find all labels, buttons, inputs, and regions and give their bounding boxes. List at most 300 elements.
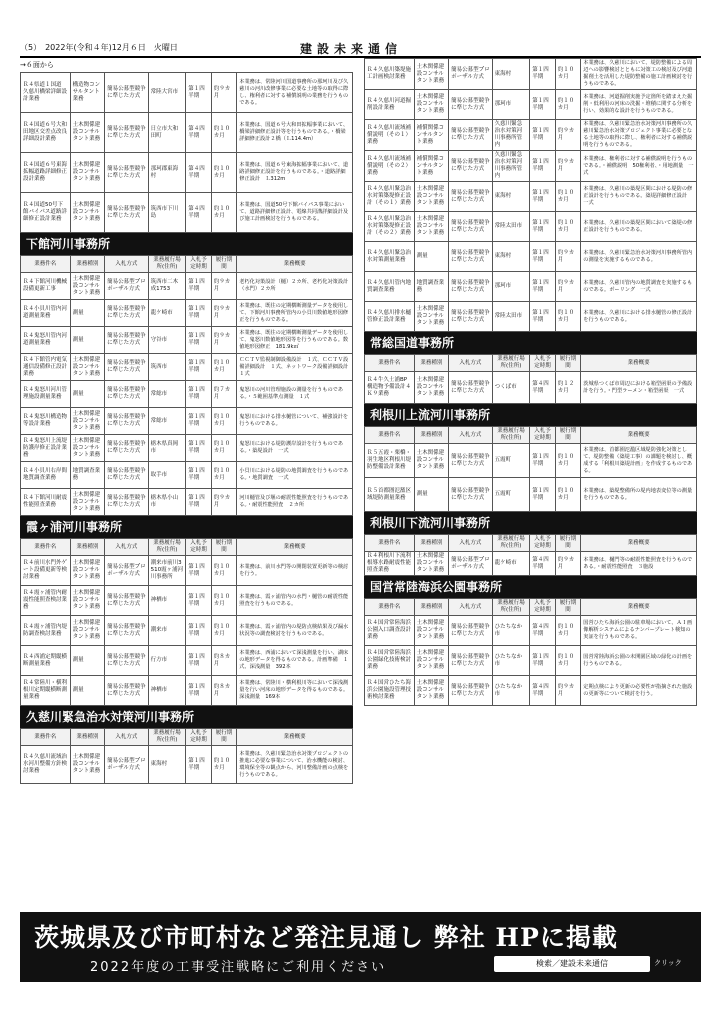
column-header: 業務件名: [21, 729, 71, 746]
column-header: 業務種別: [414, 535, 449, 552]
table-cell: 第１四半期: [530, 212, 556, 242]
table-cell: 第４四半期: [186, 193, 212, 233]
table-cell: 第１四半期: [530, 478, 556, 512]
column-header: 業務履行場所(住所): [492, 535, 530, 552]
table-cell: 簡易公募型競争に準じた方式: [449, 182, 493, 212]
table-hitachi: [364, 598, 697, 706]
table-cell: 神栖市: [148, 586, 186, 616]
table-cell: 東海村: [492, 182, 530, 212]
table-cell: 測量: [70, 327, 105, 354]
table-cell: 常総市: [148, 381, 186, 408]
column-header: 業務概要: [581, 427, 697, 444]
newspaper-title: 建設未来通信: [300, 42, 403, 56]
table-cell: Ｒ４鬼怒川上流堤防護岸修正設計業務: [21, 435, 71, 462]
table-kuji-left: [20, 728, 353, 784]
table-cell: 約１０カ月: [211, 586, 237, 616]
table-row: [365, 242, 697, 272]
table-cell: Ｒ４久慈川流域補償説明（その１）業務: [365, 120, 415, 151]
table-joso: [364, 354, 697, 404]
table-cell: Ｒ４久慈川流域補償説明（その２）業務: [365, 151, 415, 182]
table-row: [365, 90, 697, 120]
ad-banner[interactable]: [20, 912, 701, 982]
table-cell: 本業務は、既往の定期横断測量データを使用して、鬼怒川数値地形図等を行うものである。数値地形図修正 181.9k㎡: [237, 327, 353, 354]
table-cell: 簡易公募型競争に準じた方式: [105, 408, 149, 435]
table-cell: 第１四半期: [530, 182, 556, 212]
table-row: [21, 113, 353, 153]
table-cell: 簡易公募型プロポーザル方式: [449, 59, 493, 90]
column-header: 業務概要: [237, 729, 353, 746]
column-header: 入札方式: [449, 355, 493, 372]
table-cell: 地質調査業務: [414, 272, 449, 302]
section-kasumigaura: 霞ヶ浦河川事務所: [20, 516, 353, 538]
table-cell: 簡易公募型競争に準じた方式: [105, 435, 149, 462]
table-cell: 測量: [414, 478, 449, 512]
table-cell: 本業務は、久慈川における排水樋管の修正設計を行うものである。: [581, 302, 697, 332]
table-cell: 本業務は、久慈川において、堤防整備による周辺への影響検討とともに対策工の検討及び河道掘削土を活用した堤防整備の施工計画検討を行うものである。: [581, 59, 697, 90]
section-joso: 常総国道事務所: [364, 332, 697, 354]
table-cell: 約１０カ月: [211, 193, 237, 233]
column-header: 入札方式: [105, 729, 149, 746]
table-cell: 土木関係建設コンサルタント業務: [70, 153, 105, 193]
section-tone-lower: 利根川下流河川事務所: [364, 512, 697, 534]
table-cell: 簡易公募型プロポーザル方式: [105, 746, 149, 784]
table-cell: 約７カ月: [211, 381, 237, 408]
table-cell: 約９カ月: [555, 120, 581, 151]
table-row: [21, 616, 353, 646]
table-row: [365, 120, 697, 151]
table-cell: 第１四半期: [186, 489, 212, 516]
table-cell: Ｒ４久慈川流域治水河川整備方針検討業務: [21, 746, 71, 784]
table-cell: Ｒ４国営常陸海浜公園緑化技術検討業務: [365, 646, 415, 676]
column-header: 業務履行場所(住所): [492, 427, 530, 444]
table-cell: 河川樋管及び堰の耐震性能照査を行うものである。・耐震性能照査 ２カ所: [237, 489, 353, 516]
column-header: 業務概要: [581, 535, 697, 552]
table-cell: 東海村: [492, 242, 530, 272]
column-header: 入札方式: [449, 535, 493, 552]
column-header: 履行期間: [555, 599, 581, 616]
table-cell: 簡易公募型競争に準じた方式: [105, 586, 149, 616]
table-cell: 簡易公募型競争に準じた方式: [449, 478, 493, 512]
table-cell: 本業務は、久慈川管内の地質調査を実施するものである。ボーリング 一式: [581, 272, 697, 302]
table-cell: Ｒ４霞ヶ浦管内堤防調査検討業務: [21, 616, 71, 646]
table-cell: 筑西市下川島: [148, 193, 186, 233]
table-cell: 第１四半期: [186, 646, 212, 676]
table-cell: 第１四半期: [530, 444, 556, 478]
column-header: 入札予定時期: [186, 256, 212, 273]
table-cell: 約９カ月: [555, 242, 581, 272]
table-cell: 第１四半期: [186, 676, 212, 706]
table-cell: Ｒ４下館管内電気通信設備修正設計業務: [21, 354, 71, 381]
section-hitachi: 国営常陸海浜公園事務所: [364, 576, 697, 598]
table-row: [365, 212, 697, 242]
table-cell: 鬼怒川における堤防護岸設計を行うものである。・築堤設計 一式: [237, 435, 353, 462]
table-cell: 約８カ月: [211, 676, 237, 706]
table-cell: 本業務は、常陸河川国道事務所の那珂川及び久慈川の河川改修事業に必要な土地等の取得に際し、権利者に対する補償説明の業務を行うものである。: [237, 73, 353, 113]
table-cell: 簡易公募型競争に準じた方式: [105, 646, 149, 676]
table-row: [21, 746, 353, 784]
table-cell: 五霞町: [492, 444, 530, 478]
table-cell: Ｒ４久慈川緊急治水対策築堤修正設計（その１）業務: [365, 182, 415, 212]
column-header: 業務種別: [414, 427, 449, 444]
table-cell: 定期点検により更新の必要性が指摘された施設の更新等について検討を行う。: [581, 676, 697, 706]
table-cell: Ｒ４小貝川右岸間地質調査業務: [21, 462, 71, 489]
table-cell: 簡易公募型競争に準じた方式: [105, 381, 149, 408]
column-header: 業務履行場所(住所): [492, 355, 530, 372]
table-cell: 測量: [70, 381, 105, 408]
column-header: 履行期間: [555, 535, 581, 552]
table-cell: 第１四半期: [186, 462, 212, 489]
table-cell: 本業務は、首都圏氾濫区域堤防強化対策として、堤防整備（築堤工事）の課題を検討し、概成する「利根川築堤計画」を作成するものである。: [581, 444, 697, 478]
table-cell: 第１四半期: [530, 120, 556, 151]
table-row: [21, 273, 353, 300]
table-cell: ＣＣＴＶ監視制御設備設計 １式、ＣＣＴＶ設備詳細設計 １式、ネットワーク設備詳細設計 １式: [237, 354, 353, 381]
table-top-right: [364, 58, 697, 332]
table-cell: 約１０カ月: [211, 616, 237, 646]
section-tone-upper: 利根川上流河川事務所: [364, 404, 697, 426]
table-cell: 簡易公募型競争に準じた方式: [449, 151, 493, 182]
table-row: [21, 73, 353, 113]
table-cell: Ｒ４国営ひたち海浜公園施設管理技術検討業務: [365, 676, 415, 706]
table-cell: 取手市: [148, 462, 186, 489]
table-cell: 土木関係建設コンサルタント業務: [70, 113, 105, 153]
column-header: 履行期間: [211, 256, 237, 273]
table-row: [365, 444, 697, 478]
table-cell: 日立市大和田町: [148, 113, 186, 153]
table-cell: 第４四半期: [186, 153, 212, 193]
table-cell: Ｒ４国道50号下館バイパス道路詳細修正設計業務: [21, 193, 71, 233]
column-header: 入札方式: [449, 427, 493, 444]
table-cell: 本業務は、前川水門等の開閉装置更新等の検討を行う。: [237, 556, 353, 586]
table-cell: Ｒ４常陸川・横利根川定期縦横断測量業務: [21, 676, 71, 706]
table-tone-upper: [364, 426, 697, 512]
table-cell: 第１四半期: [530, 151, 556, 182]
table-cell: 測量: [70, 646, 105, 676]
table-cell: 土木関係建設コンサルタント業務: [70, 408, 105, 435]
table-cell: 土木関係建設コンサルタント業務: [414, 212, 449, 242]
table-cell: 第４四半期: [530, 372, 556, 404]
table-row: [365, 478, 697, 512]
table-cell: 第１四半期: [530, 242, 556, 272]
table-cell: 土木関係建設コンサルタント業務: [70, 273, 105, 300]
table-cell: 常陸大宮市: [148, 73, 186, 113]
page-header: [20, 40, 701, 54]
click-label[interactable]: クリック: [654, 959, 682, 967]
table-cell: 第１四半期: [186, 381, 212, 408]
table-cell: 測量: [70, 300, 105, 327]
table-cell: 本業務は、久慈川緊急治水対策プロジェクトの推進に必要な事業について、治水機能の検討、環境保全等の観点から、河川整備計画の点検を行うものである。: [237, 746, 353, 784]
column-header: 業務概要: [581, 355, 697, 372]
table-cell: Ｒ４小貝川管内河道測量業務: [21, 300, 71, 327]
column-header: 入札予定時期: [186, 729, 212, 746]
right-column: [364, 58, 697, 706]
column-header: 業務履行場所(住所): [492, 599, 530, 616]
table-cell: 第１四半期: [186, 435, 212, 462]
table-cell: 茨城県つくば市周辺における箱型函渠の予備設計を行う。・門型ラーメン・箱型函渠 一式: [581, 372, 697, 404]
table-cell: 行方市: [148, 646, 186, 676]
table-cell: 国営常陸海浜公園の未開園区域の緑化の計画を行うものである。: [581, 646, 697, 676]
cursor-hand-icon: ☛: [642, 954, 651, 965]
table-row: [21, 153, 353, 193]
table-cell: 土木関係建設コンサルタント業務: [70, 435, 105, 462]
table-cell: 簡易公募型プロポーザル方式: [105, 556, 149, 586]
table-cell: 簡易公募型競争に準じた方式: [449, 272, 493, 302]
table-cell: 約９カ月: [211, 273, 237, 300]
table-cell: 約１０カ月: [555, 646, 581, 676]
table-cell: 約１０カ月: [211, 354, 237, 381]
table-cell: 本業務は、築堤整備所の堤内地表変位等の測量を行うものである。: [581, 478, 697, 512]
table-cell: 約９カ月: [211, 300, 237, 327]
table-cell: 約１０カ月: [211, 462, 237, 489]
table-kasumigaura: [20, 538, 353, 706]
table-cell: 本業務は、既往の定期横断測量データを使用して、下館河川事務所管内の小貝川数値地形図修正を行うものである。: [237, 300, 353, 327]
table-cell: Ｒ４久慈川緊急治水対策測量業務: [365, 242, 415, 272]
table-cell: 土木関係建設コンサルタント業務: [414, 676, 449, 706]
table-cell: 約１０カ月: [211, 556, 237, 586]
section-kuji: 久慈川緊急治水対策河川事務所: [20, 706, 353, 728]
column-header: 入札予定時期: [530, 427, 556, 444]
table-cell: 本業務は、樋門等の耐震性能照査を行うものである。・耐震性能照査 ３施設: [581, 552, 697, 576]
table-cell: 簡易公募型競争に準じた方式: [449, 302, 493, 332]
column-header: 業務件名: [365, 427, 415, 444]
table-row: [21, 300, 353, 327]
table-cell: 約１０カ月: [555, 616, 581, 646]
table-cell: 簡易公募型競争に準じた方式: [105, 73, 149, 113]
table-cell: 第１四半期: [186, 73, 212, 113]
table-cell: 本業務は、河道掘削実施予定箇所を踏まえた掘削・低利用の河床の洗掘・堆積に関する分析を行い、効果的な設計を行うものである。: [581, 90, 697, 120]
table-cell: Ｒ４鬼怒川管内河道測量業務: [21, 327, 71, 354]
table-cell: 本業務は、権利者に対する補償説明を行うものである。・補償説明 50権利者、・用地測量 一式: [581, 151, 697, 182]
table-cell: 約９カ月: [211, 73, 237, 113]
column-header: 履行期間: [211, 539, 237, 556]
table-cell: 第１四半期: [186, 408, 212, 435]
table-row: [365, 272, 697, 302]
table-row: [365, 372, 697, 404]
search-box[interactable]: 検索／建設未来通信: [494, 956, 650, 972]
table-cell: 第１四半期: [186, 354, 212, 381]
column-header: 業務概要: [237, 539, 353, 556]
table-cell: 約１０カ月: [555, 302, 581, 332]
table-cell: 約１０カ月: [555, 212, 581, 242]
table-cell: 簡易公募型競争に準じた方式: [105, 193, 149, 233]
table-cell: 補償関係コンサルタント業務: [414, 120, 449, 151]
column-header: 業務履行場所(住所): [148, 256, 186, 273]
table-cell: 第４四半期: [186, 113, 212, 153]
table-cell: 土木関係建設コンサルタント業務: [414, 302, 449, 332]
table-cell: 本業務は、国道50号下館バイパス事業において、道路詳細修正設計、電線共同溝詳細設計及び施工計画検討を行うものである。: [237, 193, 353, 233]
table-cell: 第１四半期: [186, 327, 212, 354]
table-row: [365, 151, 697, 182]
table-cell: ひたちなか市: [492, 646, 530, 676]
table-cell: 簡易公募型競争に準じた方式: [105, 489, 149, 516]
table-row: [21, 408, 353, 435]
table-cell: 那珂市: [492, 90, 530, 120]
table-cell: 簡易公募型競争に準じた方式: [105, 113, 149, 153]
table-top-left: [20, 72, 353, 233]
table-cell: 簡易公募型競争に準じた方式: [105, 676, 149, 706]
table-row: [21, 327, 353, 354]
table-cell: Ｒ４下館河川機械設備更新工事: [21, 273, 71, 300]
table-row: [21, 676, 353, 706]
table-cell: 第１四半期: [186, 556, 212, 586]
table-cell: 本業務は、常陸川・横利根川等において深浅測量を行い河床の地形データを得るものである。深浅測量 169本: [237, 676, 353, 706]
table-cell: 約１０カ月: [211, 408, 237, 435]
table-cell: 久慈川緊急治水対策河川事務所管内: [492, 151, 530, 182]
table-cell: 本業務は、霞ヶ浦管内の堤防点検結果及び漏水状況等の調査検討を行うものである。: [237, 616, 353, 646]
table-cell: 簡易公募型プロポーザル方式: [449, 552, 493, 576]
table-cell: 潮来市前川3510霞ヶ浦河川事務所: [148, 556, 186, 586]
continued-note: →６面から: [20, 61, 54, 69]
column-header: 業務履行場所(住所): [148, 539, 186, 556]
table-cell: 土木関係建設コンサルタント業務: [70, 354, 105, 381]
table-cell: Ｒ５五霞・栗橋・羽生地区利根川堤防整備設計業務: [365, 444, 415, 478]
table-cell: Ｒ４下館河川耐震性能照査業務: [21, 489, 71, 516]
section-shimodate: 下館河川事務所: [20, 233, 353, 255]
table-cell: 鬼怒川の河川管理施設の測量を行うものである。・５範囲基準点測量 １式: [237, 381, 353, 408]
table-cell: ひたちなか市: [492, 676, 530, 706]
column-header: 入札予定時期: [530, 355, 556, 372]
table-cell: 常総市: [148, 408, 186, 435]
table-cell: 小貝川における堤防の地質調査を行うものである。・地質調査 一式: [237, 462, 353, 489]
table-row: [365, 676, 697, 706]
table-row: [21, 381, 353, 408]
column-header: 業務件名: [21, 256, 71, 273]
table-cell: Ｒ４鬼怒川構造物等設計業務: [21, 408, 71, 435]
table-cell: Ｒ４霞ヶ浦管内耐震性能照査検討業務: [21, 586, 71, 616]
table-cell: 測量: [414, 242, 449, 272]
table-cell: 第１四半期: [530, 646, 556, 676]
table-cell: 土木関係建設コンサルタント業務: [70, 746, 105, 784]
table-cell: 土木関係建設コンサルタント業務: [70, 616, 105, 646]
table-cell: 本業務は、霞ヶ浦管内の水門・樋管の耐震性能照査を行うものである。: [237, 586, 353, 616]
table-cell: Ｒ４県道１国道 久慈川橋梁詳細設計業務: [21, 73, 71, 113]
page-date: （5） 2022年(令和４年)12月６日 火曜日: [20, 43, 178, 52]
table-cell: 簡易公募型競争に準じた方式: [449, 676, 493, 706]
table-row: [365, 182, 697, 212]
table-cell: Ｒ４国道６号東海拡幅道路詳細修正設計業務: [21, 153, 71, 193]
column-header: 履行期間: [211, 729, 237, 746]
table-cell: 約９カ月: [555, 676, 581, 706]
table-cell: 簡易公募型競争に準じた方式: [105, 462, 149, 489]
table-row: [365, 646, 697, 676]
table-row: [365, 552, 697, 576]
column-header: 履行期間: [555, 355, 581, 372]
table-cell: 土木関係建設コンサルタント業務: [414, 372, 449, 404]
table-cell: 第１四半期: [530, 59, 556, 90]
table-row: [21, 354, 353, 381]
table-cell: 土木関係建設コンサルタント業務: [414, 59, 449, 90]
table-row: [21, 193, 353, 233]
table-cell: Ｒ４国道６号大和田地区交差点改良詳細設計業務: [21, 113, 71, 153]
table-cell: Ｒ４鬼怒川河川管理施設測量業務: [21, 381, 71, 408]
column-header: 業務種別: [70, 256, 105, 273]
table-cell: Ｒ４西浦定期縦横断測量業務: [21, 646, 71, 676]
table-cell: 土木関係建設コンサルタント業務: [414, 616, 449, 646]
table-cell: 約１２カ月: [555, 372, 581, 404]
table-cell: Ｒ５首都圏氾濫区域堤防測量業務: [365, 478, 415, 512]
table-cell: 久慈川緊急治水対策河川事務所管内: [492, 120, 530, 151]
table-cell: 第４四半期: [530, 616, 556, 646]
table-row: [365, 302, 697, 332]
column-header: 業務履行場所(住所): [148, 729, 186, 746]
table-cell: 土木関係建設コンサルタント業務: [70, 556, 105, 586]
table-cell: 土木関係建設コンサルタント業務: [414, 444, 449, 478]
column-header: 入札方式: [105, 256, 149, 273]
table-cell: 筑西市二木成1753: [148, 273, 186, 300]
table-cell: 神栖市: [148, 676, 186, 706]
table-cell: 栃木県小山市: [148, 489, 186, 516]
column-header: 入札予定時期: [530, 535, 556, 552]
table-row: [21, 556, 353, 586]
table-row: [21, 586, 353, 616]
table-cell: 約１０カ月: [555, 59, 581, 90]
table-cell: 国営ひたち海浜公園の駐車場において、ＡＩ画像解析システムによるナンバープレート検知の実証を行うものである。: [581, 616, 697, 646]
table-cell: 第４四半期: [530, 676, 556, 706]
table-cell: 土木関係建設コンサルタント業務: [414, 90, 449, 120]
left-column: [20, 58, 353, 784]
table-cell: 簡易公募型プロポーザル方式: [105, 273, 149, 300]
table-cell: 約９カ月: [211, 327, 237, 354]
table-cell: 本業務は、久慈川の築堤区間において築堤の修正設計を行うものである。: [581, 212, 697, 242]
table-cell: 本業務は、久慈川緊急治水対策河川事務所管内の測量を実施するものである。: [581, 242, 697, 272]
table-cell: 那珂市: [492, 272, 530, 302]
table-cell: 地質調査業務: [70, 462, 105, 489]
table-cell: 龍ケ崎市: [492, 552, 530, 576]
table-cell: 第１四半期: [186, 300, 212, 327]
table-cell: 構造物コンサルタント業務: [70, 73, 105, 113]
table-cell: 栃木県真岡市: [148, 435, 186, 462]
column-header: 業務概要: [237, 256, 353, 273]
table-cell: 龍ケ崎市: [148, 300, 186, 327]
table-row: [21, 435, 353, 462]
table-cell: 簡易公募型競争に準じた方式: [105, 354, 149, 381]
column-header: 履行期間: [555, 427, 581, 444]
table-cell: ひたちなか市: [492, 616, 530, 646]
table-cell: 那珂郡東海村: [148, 153, 186, 193]
table-cell: Ｒ４久慈川排水樋管修正設計業務: [365, 302, 415, 332]
column-header: 業務件名: [365, 355, 415, 372]
table-cell: 簡易公募型競争に準じた方式: [449, 646, 493, 676]
table-shimodate: [20, 255, 353, 516]
table-cell: Ｒ４利根川下流利根導水路耐震性能照査業務: [365, 552, 415, 576]
table-cell: 約１０カ月: [555, 182, 581, 212]
table-cell: 土木関係建設コンサルタント業務: [70, 489, 105, 516]
column-header: 業務種別: [414, 355, 449, 372]
table-cell: 第１四半期: [530, 302, 556, 332]
table-cell: 約９カ月: [555, 552, 581, 576]
table-cell: 鬼怒川における排水樋管について、補強設計を行うものである。: [237, 408, 353, 435]
column-header: 業務件名: [21, 539, 71, 556]
table-row: [365, 616, 697, 646]
table-cell: 土木関係建設コンサルタント業務: [414, 646, 449, 676]
table-cell: 老朽化対策設計（樋）２カ所、老朽化対策設計（水門）２カ所: [237, 273, 353, 300]
column-header: 業務件名: [365, 535, 415, 552]
table-cell: 簡易公募型競争に準じた方式: [449, 90, 493, 120]
table-cell: つくば市: [492, 372, 530, 404]
table-cell: 簡易公募型競争に準じた方式: [449, 616, 493, 646]
table-cell: 約１０カ月: [211, 153, 237, 193]
table-cell: 簡易公募型競争に準じた方式: [449, 120, 493, 151]
table-cell: 約１０カ月: [555, 90, 581, 120]
column-header: 入札方式: [105, 539, 149, 556]
table-cell: Ｒ４久慈川緊急治水対策築堤修正設計（その２）業務: [365, 212, 415, 242]
table-cell: 第４四半期: [530, 552, 556, 576]
table-cell: 約９カ月: [555, 151, 581, 182]
table-cell: 本業務は、国道６号大和田拡幅事業において、橋梁詳細修正設計等を行うものである。・橋梁詳細修正設計２橋（Ｌ114.4m）: [237, 113, 353, 153]
table-cell: 約９カ月: [555, 272, 581, 302]
table-cell: Ｒ４国営常陸海浜公園入口調査設計業務: [365, 616, 415, 646]
column-header: 業務概要: [581, 599, 697, 616]
table-cell: 第１四半期: [186, 586, 212, 616]
